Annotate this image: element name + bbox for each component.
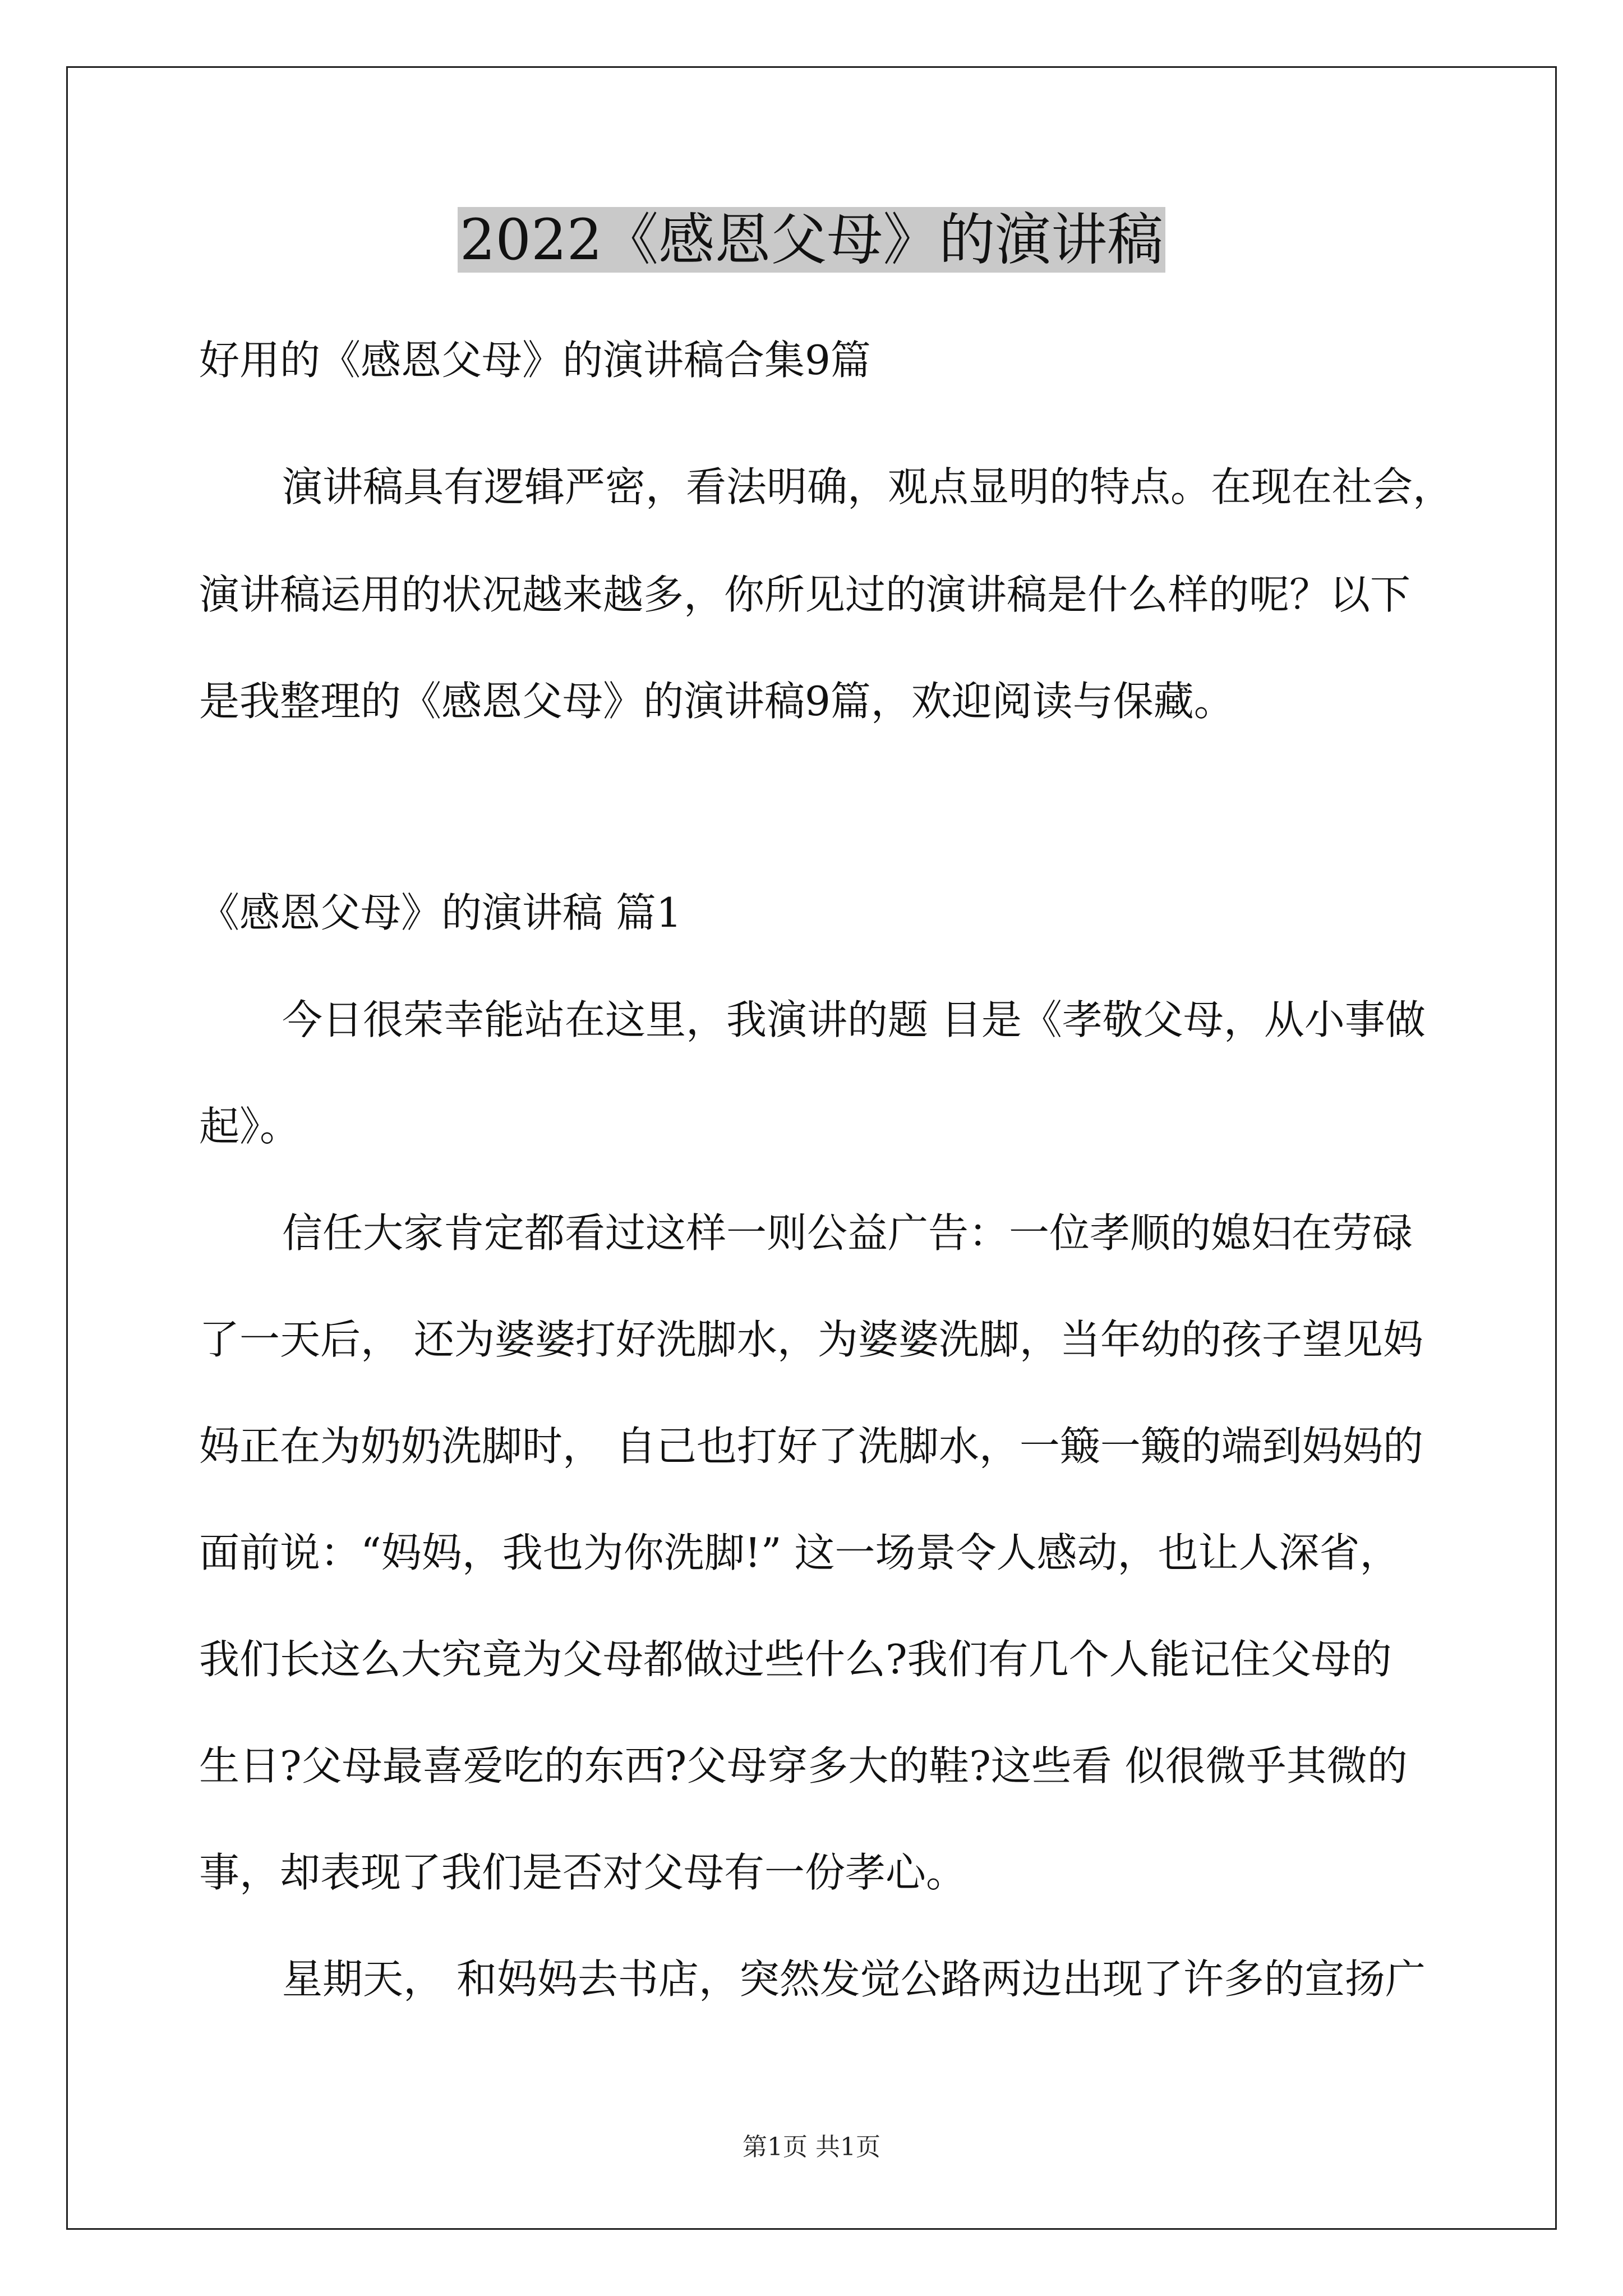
paragraph-line: 了一天后， 还为婆婆打好洗脚水，为婆婆洗脚，当年幼的孩子望见妈 — [199, 1316, 1423, 1363]
paragraph-line: 信任大家肯定都看过这样一则公益广告：一位孝顺的媳妇在劳碌 — [282, 1209, 1413, 1257]
document-title — [0, 201, 1623, 279]
paragraph-line: 妈正在为奶奶洗脚时， 自己也打好了洗脚水，一簸一簸的端到妈妈的 — [199, 1423, 1423, 1470]
section-heading: 《感恩父母》的演讲稿 篇1 — [199, 889, 682, 936]
intro-line: 演讲稿运用的状况越来越多，你所见过的演讲稿是什么样的呢？以下 — [199, 571, 1411, 618]
paragraph-line: 星期天， 和妈妈去书店，突然发觉公路两边出现了许多的宣扬广 — [282, 1955, 1426, 2003]
title-text: 2022《感恩父母》的演讲稿 — [458, 207, 1166, 273]
intro-line: 是我整理的《感恩父母》的演讲稿9篇，欢迎阅读与保藏。 — [199, 678, 1234, 725]
paragraph-line: 起》。 — [199, 1103, 301, 1150]
subtitle: 好用的《感恩父母》的演讲稿合集9篇 — [199, 337, 871, 384]
paragraph-line: 事，却表现了我们是否对父母有一份孝心。 — [199, 1849, 967, 1896]
paragraph-line: 面前说：“妈妈，我也为你洗脚!” 这一场景令人感动，也让人深省， — [199, 1529, 1400, 1576]
paragraph-line: 生日?父母最喜爱吃的东西?父母穿多大的鞋?这些看 似很微乎其微的 — [199, 1742, 1408, 1789]
paragraph-line: 我们长这么大究竟为父母都做过些什么?我们有几个人能记住父母的 — [199, 1636, 1392, 1683]
page-footer: 第1页 共1页 — [743, 2133, 880, 2161]
paragraph-line: 今日很荣幸能站在这里，我演讲的题 目是《孝敬父母，从小事做 — [282, 996, 1426, 1043]
intro-line: 演讲稿具有逻辑严密，看法明确，观点显明的特点。在现在社会， — [282, 463, 1454, 510]
